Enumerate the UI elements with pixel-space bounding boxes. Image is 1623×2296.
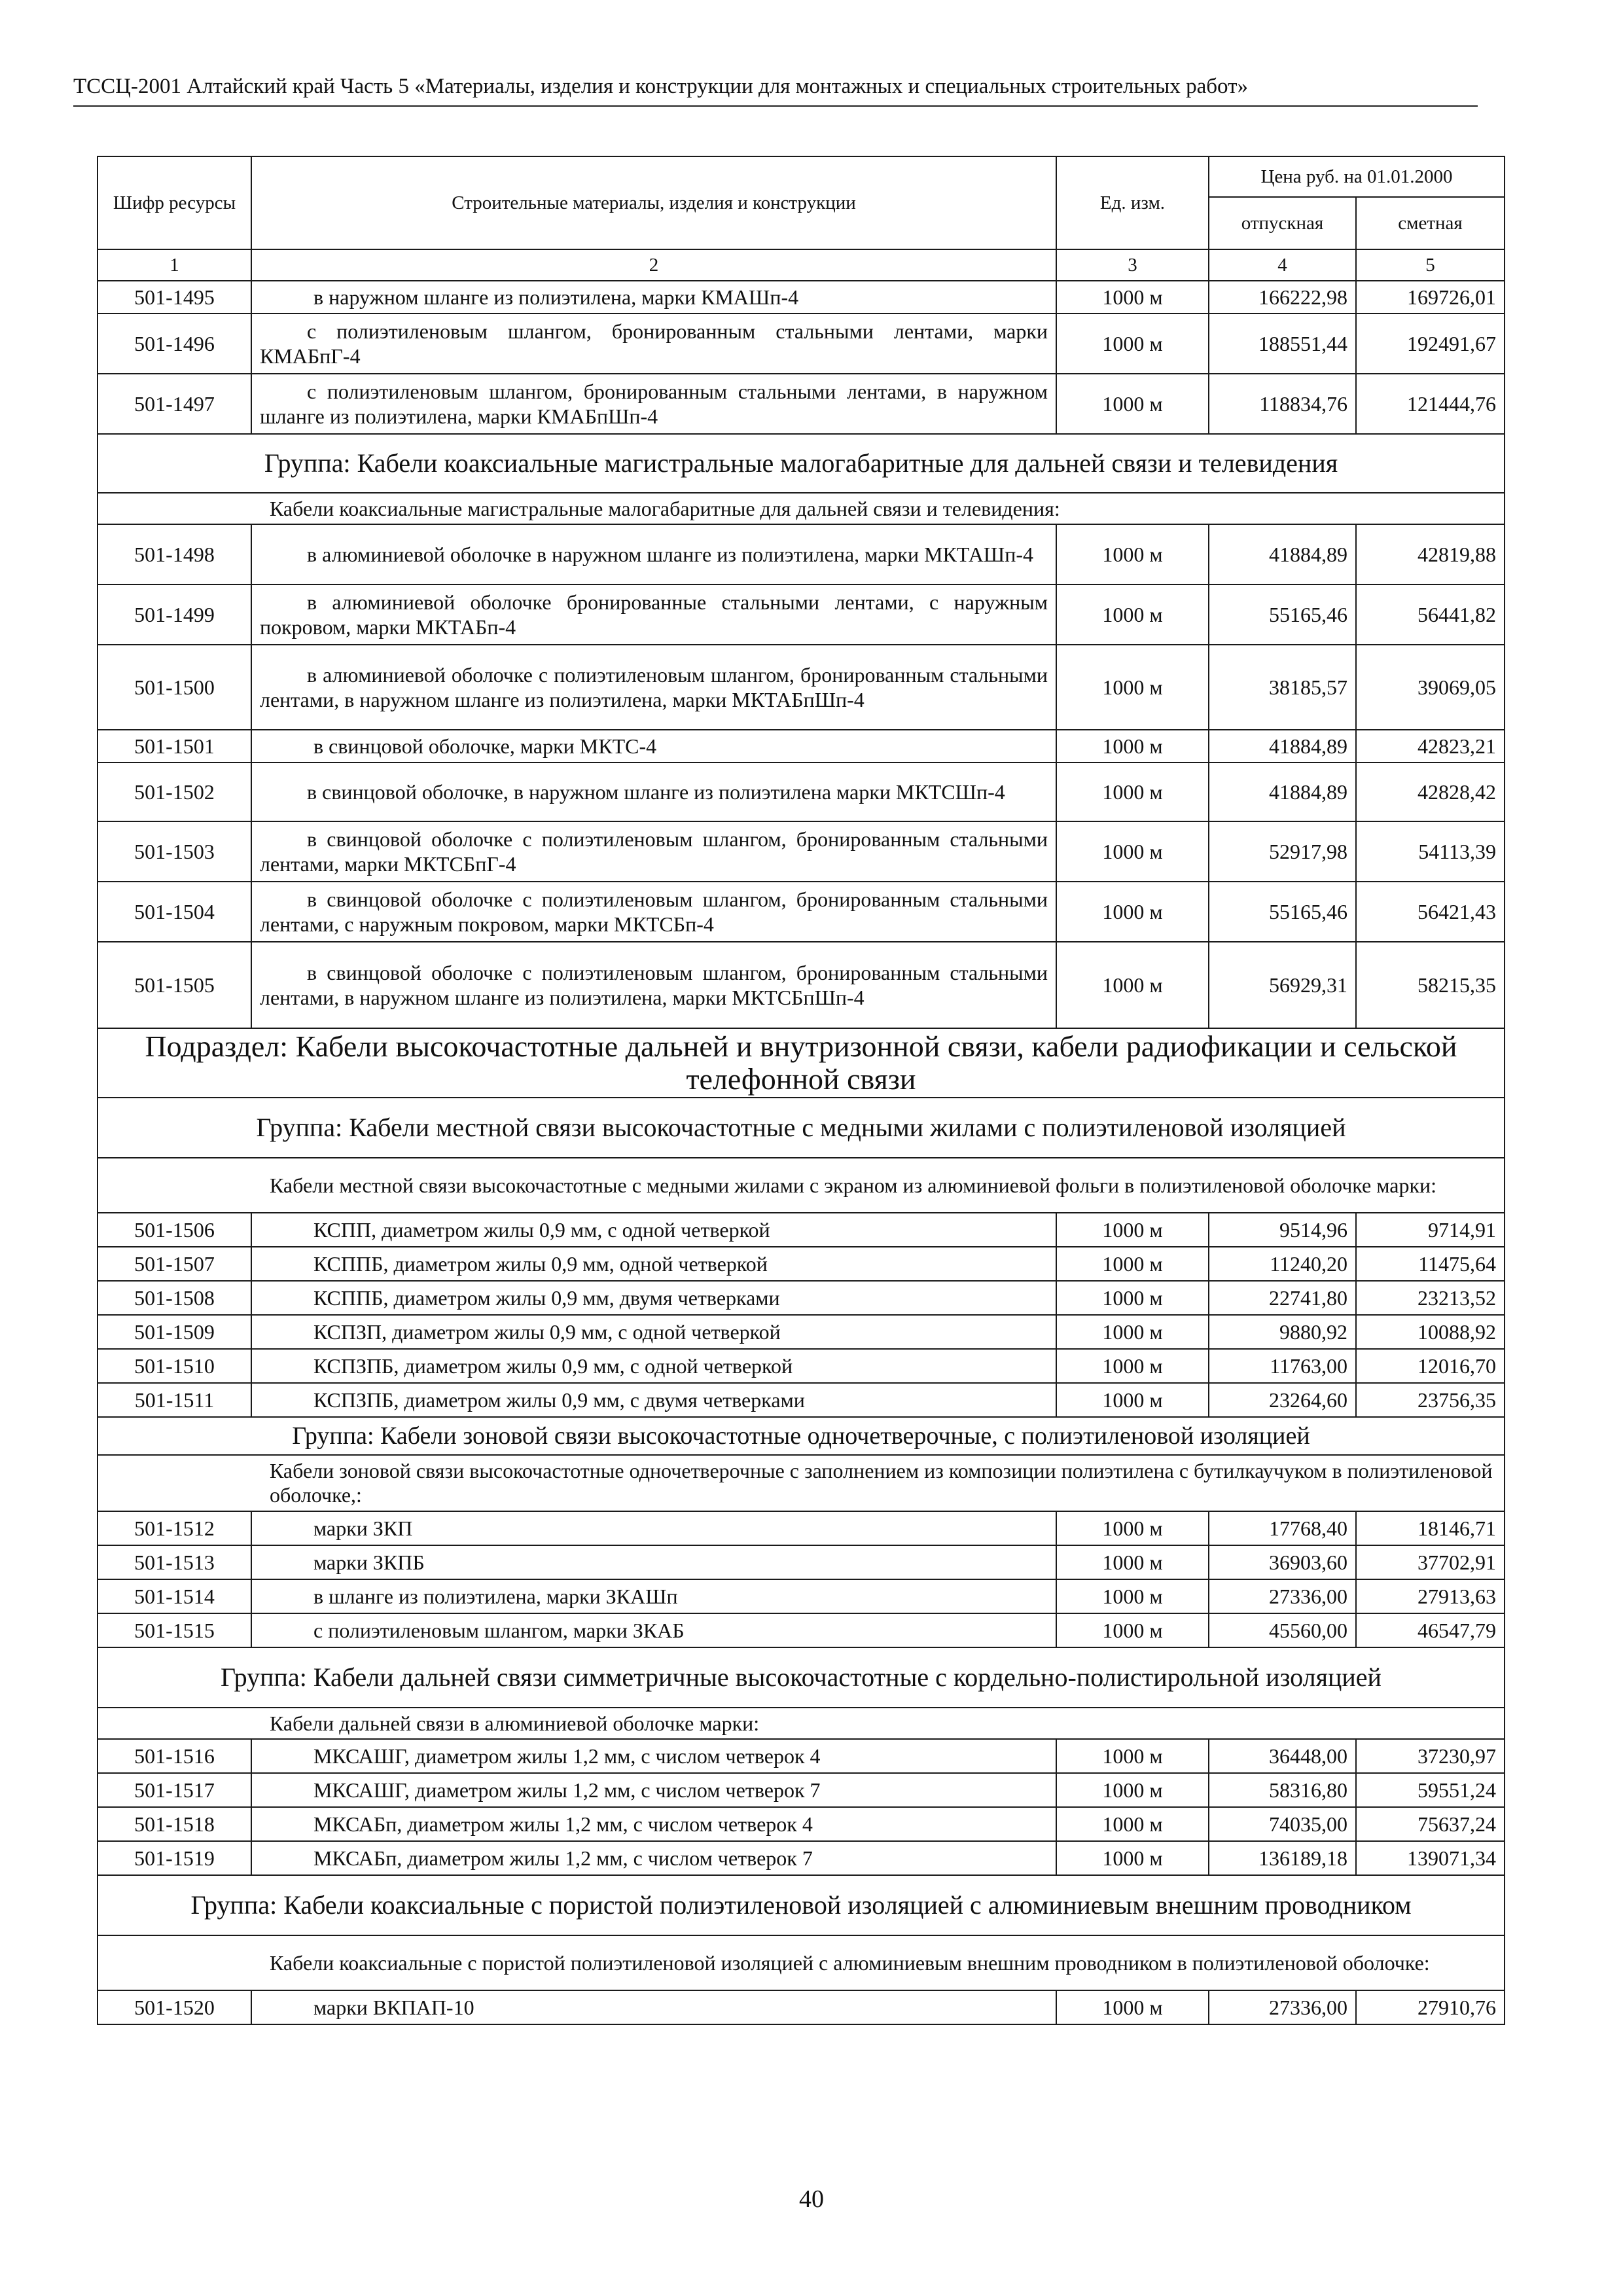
subsection-heading-row — [98, 1028, 1505, 1098]
group-note — [98, 493, 1505, 524]
release-price: 41884,89 — [1209, 730, 1356, 762]
estimate-price: 169726,01 — [1356, 281, 1505, 314]
release-price: 38185,57 — [1209, 645, 1356, 730]
estimate-price: 18146,71 — [1356, 1511, 1505, 1545]
release-price: 55165,46 — [1209, 584, 1356, 645]
release-price: 23264,60 — [1209, 1383, 1356, 1417]
table-row — [98, 1613, 1505, 1647]
group-note — [98, 1708, 1505, 1739]
group-note-row — [98, 1708, 1505, 1739]
group-note — [98, 1158, 1505, 1213]
group-note — [98, 1455, 1505, 1511]
header-rule — [73, 105, 1478, 107]
resource-code: 501-1510 — [98, 1349, 251, 1383]
running-header: ТССЦ-2001 Алтайский край Часть 5 «Материалы, изделия и конструкции для монтажных и специальных строительных работ» — [73, 75, 1249, 98]
table-row — [98, 1739, 1505, 1773]
group-note — [98, 1935, 1505, 1990]
estimate-price: 27913,63 — [1356, 1579, 1505, 1613]
table-row — [98, 730, 1505, 762]
table-row — [98, 1990, 1505, 2024]
resource-code: 501-1509 — [98, 1315, 251, 1349]
unit: 1000 м — [1056, 1511, 1209, 1545]
table-row — [98, 1315, 1505, 1349]
estimate-price: 11475,64 — [1356, 1247, 1505, 1281]
table-row — [98, 1807, 1505, 1841]
unit: 1000 м — [1056, 1990, 1209, 2024]
material-name: в свинцовой оболочке с полиэтиленовым шлангом, бронированным стальными лентами, с наружным покровом, марки МКТСБп-4 — [251, 882, 1056, 942]
group-note-text: Кабели дальней связи в алюминиевой оболочке марки: — [270, 1711, 760, 1735]
group-note-text: Кабели местной связи высокочастотные с медными жилами с экраном из алюминиевой фольги в полиэтиленовой оболочке марки: — [270, 1173, 1437, 1197]
group-heading-row — [98, 1098, 1505, 1158]
material-name: в шланге из полиэтилена, марки ЗКАШп — [251, 1579, 1056, 1613]
unit: 1000 м — [1056, 374, 1209, 434]
unit: 1000 м — [1056, 1807, 1209, 1841]
table-row — [98, 762, 1505, 821]
material-name: в алюминиевой оболочке с полиэтиленовым шлангом, бронированным стальными лентами, в наружном шланге из полиэтилена, марки МКТАБпШп-4 — [251, 645, 1056, 730]
estimate-price: 192491,67 — [1356, 314, 1505, 374]
resource-code: 501-1495 — [98, 281, 251, 314]
material-name: КСПЗП, диаметром жилы 0,9 мм, с одной четверкой — [251, 1315, 1056, 1349]
unit: 1000 м — [1056, 1383, 1209, 1417]
estimate-price: 10088,92 — [1356, 1315, 1505, 1349]
page-number: 40 — [799, 2185, 824, 2213]
estimate-price: 54113,39 — [1356, 821, 1505, 882]
group-heading-row — [98, 434, 1505, 493]
material-name: марки ЗКПБ — [251, 1545, 1056, 1579]
table-row — [98, 882, 1505, 942]
resource-code: 501-1502 — [98, 762, 251, 821]
col-header-price: Цена руб. на 01.01.2000 — [1209, 156, 1505, 197]
col-header-release-price: отпускная — [1209, 197, 1356, 249]
unit: 1000 м — [1056, 1281, 1209, 1315]
subsection-title: Подраздел: Кабели высокочастотные дальней и внутризонной связи, кабели радиофикации и сельской телефонной связи — [98, 1028, 1505, 1098]
unit: 1000 м — [1056, 730, 1209, 762]
unit: 1000 м — [1056, 821, 1209, 882]
group-note-text: Кабели зоновой связи высокочастотные одночетверочные с заполнением из композиции полиэтилена с бутилкаучуком в полиэтиленовой оболочке,: — [270, 1459, 1493, 1507]
resource-code: 501-1511 — [98, 1383, 251, 1417]
table-row — [98, 645, 1505, 730]
estimate-price: 59551,24 — [1356, 1773, 1505, 1807]
material-name: марки ЗКП — [251, 1511, 1056, 1545]
release-price: 41884,89 — [1209, 524, 1356, 584]
release-price: 41884,89 — [1209, 762, 1356, 821]
unit: 1000 м — [1056, 1545, 1209, 1579]
column-number: 4 — [1209, 249, 1356, 281]
unit: 1000 м — [1056, 1349, 1209, 1383]
estimate-price: 37230,97 — [1356, 1739, 1505, 1773]
estimate-price: 39069,05 — [1356, 645, 1505, 730]
table-row — [98, 942, 1505, 1028]
unit: 1000 м — [1056, 1739, 1209, 1773]
col-header-estimate-price: сметная — [1356, 197, 1505, 249]
estimate-price: 42828,42 — [1356, 762, 1505, 821]
resource-code: 501-1519 — [98, 1841, 251, 1875]
resource-code: 501-1513 — [98, 1545, 251, 1579]
resource-code: 501-1500 — [98, 645, 251, 730]
material-name: в свинцовой оболочке с полиэтиленовым шлангом, бронированным стальными лентами, марки МКТСБпГ-4 — [251, 821, 1056, 882]
group-title: Группа: Кабели дальней связи симметричные высокочастотные с кордельно-полистирольной изоляцией — [98, 1647, 1505, 1708]
resource-code: 501-1507 — [98, 1247, 251, 1281]
unit: 1000 м — [1056, 882, 1209, 942]
column-number: 5 — [1356, 249, 1505, 281]
release-price: 17768,40 — [1209, 1511, 1356, 1545]
unit: 1000 м — [1056, 584, 1209, 645]
resource-code: 501-1508 — [98, 1281, 251, 1315]
table-row — [98, 1213, 1505, 1247]
material-name: КСПЗПБ, диаметром жилы 0,9 мм, с двумя четверками — [251, 1383, 1056, 1417]
resource-code: 501-1517 — [98, 1773, 251, 1807]
release-price: 22741,80 — [1209, 1281, 1356, 1315]
estimate-price: 23213,52 — [1356, 1281, 1505, 1315]
unit: 1000 м — [1056, 524, 1209, 584]
material-name: МКСАШГ, диаметром жилы 1,2 мм, с числом четверок 4 — [251, 1739, 1056, 1773]
release-price: 188551,44 — [1209, 314, 1356, 374]
material-name: в алюминиевой оболочке в наружном шланге из полиэтилена, марки МКТАШп-4 — [251, 524, 1056, 584]
col-header-unit: Ед. изм. — [1056, 156, 1209, 249]
resource-code: 501-1514 — [98, 1579, 251, 1613]
unit: 1000 м — [1056, 942, 1209, 1028]
material-name: КСППБ, диаметром жилы 0,9 мм, двумя четверками — [251, 1281, 1056, 1315]
table-row — [98, 1511, 1505, 1545]
unit: 1000 м — [1056, 314, 1209, 374]
material-name: МКСАБп, диаметром жилы 1,2 мм, с числом четверок 7 — [251, 1841, 1056, 1875]
estimate-price: 121444,76 — [1356, 374, 1505, 434]
release-price: 9514,96 — [1209, 1213, 1356, 1247]
group-note-text: Кабели коаксиальные магистральные малогабаритные для дальней связи и телевидения: — [270, 496, 1060, 520]
col-header-code: Шифр ресурсы — [98, 156, 251, 249]
table-row — [98, 584, 1505, 645]
group-title: Группа: Кабели местной связи высокочастотные с медными жилами с полиэтиленовой изоляцией — [98, 1098, 1505, 1158]
release-price: 9880,92 — [1209, 1315, 1356, 1349]
release-price: 58316,80 — [1209, 1773, 1356, 1807]
table-row — [98, 1247, 1505, 1281]
estimate-price: 42823,21 — [1356, 730, 1505, 762]
material-name: КСПП, диаметром жилы 0,9 мм, с одной четверкой — [251, 1213, 1056, 1247]
estimate-price: 139071,34 — [1356, 1841, 1505, 1875]
release-price: 136189,18 — [1209, 1841, 1356, 1875]
resource-code: 501-1516 — [98, 1739, 251, 1773]
column-number: 2 — [251, 249, 1056, 281]
material-name: марки ВКПАП-10 — [251, 1990, 1056, 2024]
group-heading-row — [98, 1417, 1505, 1455]
release-price: 36448,00 — [1209, 1739, 1356, 1773]
column-number: 1 — [98, 249, 251, 281]
resource-code: 501-1505 — [98, 942, 251, 1028]
unit: 1000 м — [1056, 1247, 1209, 1281]
unit: 1000 м — [1056, 762, 1209, 821]
unit: 1000 м — [1056, 281, 1209, 314]
table-row — [98, 1579, 1505, 1613]
material-name: с полиэтиленовым шлангом, марки ЗКАБ — [251, 1613, 1056, 1647]
column-number-row — [98, 249, 1505, 281]
table-row — [98, 1841, 1505, 1875]
estimate-price: 58215,35 — [1356, 942, 1505, 1028]
table-row — [98, 1773, 1505, 1807]
resource-code: 501-1504 — [98, 882, 251, 942]
unit: 1000 м — [1056, 1213, 1209, 1247]
resource-code: 501-1496 — [98, 314, 251, 374]
table-row — [98, 374, 1505, 434]
group-note-text: Кабели коаксиальные с пористой полиэтиленовой изоляцией с алюминиевым внешним проводником в полиэтиленовой оболочке: — [270, 1950, 1430, 1975]
material-name: в наружном шланге из полиэтилена, марки КМАШп-4 — [251, 281, 1056, 314]
material-name: КСПЗПБ, диаметром жилы 0,9 мм, с одной четверкой — [251, 1349, 1056, 1383]
release-price: 56929,31 — [1209, 942, 1356, 1028]
release-price: 27336,00 — [1209, 1579, 1356, 1613]
resource-code: 501-1501 — [98, 730, 251, 762]
estimate-price: 12016,70 — [1356, 1349, 1505, 1383]
release-price: 52917,98 — [1209, 821, 1356, 882]
table-row — [98, 524, 1505, 584]
estimate-price: 27910,76 — [1356, 1990, 1505, 2024]
table-row — [98, 821, 1505, 882]
resource-code: 501-1497 — [98, 374, 251, 434]
release-price: 11240,20 — [1209, 1247, 1356, 1281]
estimate-price: 37702,91 — [1356, 1545, 1505, 1579]
table-row — [98, 1281, 1505, 1315]
release-price: 55165,46 — [1209, 882, 1356, 942]
release-price: 166222,98 — [1209, 281, 1356, 314]
material-name: в свинцовой оболочке, марки МКТС-4 — [251, 730, 1056, 762]
release-price: 36903,60 — [1209, 1545, 1356, 1579]
group-note-row — [98, 1158, 1505, 1213]
resource-code: 501-1506 — [98, 1213, 251, 1247]
group-note-row — [98, 493, 1505, 524]
resource-code: 501-1520 — [98, 1990, 251, 2024]
price-table — [97, 156, 1505, 2025]
release-price: 45560,00 — [1209, 1613, 1356, 1647]
table-row — [98, 281, 1505, 314]
table-row — [98, 314, 1505, 374]
release-price: 27336,00 — [1209, 1990, 1356, 2024]
group-note-row — [98, 1455, 1505, 1511]
unit: 1000 м — [1056, 645, 1209, 730]
estimate-price: 46547,79 — [1356, 1613, 1505, 1647]
resource-code: 501-1498 — [98, 524, 251, 584]
release-price: 118834,76 — [1209, 374, 1356, 434]
material-name: КСППБ, диаметром жилы 0,9 мм, одной четверкой — [251, 1247, 1056, 1281]
resource-code: 501-1518 — [98, 1807, 251, 1841]
resource-code: 501-1503 — [98, 821, 251, 882]
material-name: с полиэтиленовым шлангом, бронированным стальными лентами, марки КМАБпГ-4 — [251, 314, 1056, 374]
material-name: МКСАБп, диаметром жилы 1,2 мм, с числом четверок 4 — [251, 1807, 1056, 1841]
unit: 1000 м — [1056, 1579, 1209, 1613]
unit: 1000 м — [1056, 1315, 1209, 1349]
resource-code: 501-1512 — [98, 1511, 251, 1545]
release-price: 11763,00 — [1209, 1349, 1356, 1383]
table-row — [98, 1545, 1505, 1579]
resource-code: 501-1515 — [98, 1613, 251, 1647]
estimate-price: 42819,88 — [1356, 524, 1505, 584]
unit: 1000 м — [1056, 1613, 1209, 1647]
col-header-name: Строительные материалы, изделия и конструкции — [251, 156, 1056, 249]
group-title: Группа: Кабели зоновой связи высокочастотные одночетверочные, с полиэтиленовой изоляцией — [98, 1417, 1505, 1455]
table-row — [98, 1383, 1505, 1417]
column-number: 3 — [1056, 249, 1209, 281]
material-name: с полиэтиленовым шлангом, бронированным стальными лентами, в наружном шланге из полиэтилена, марки КМАБпШп-4 — [251, 374, 1056, 434]
table-row — [98, 1349, 1505, 1383]
group-heading-row — [98, 1875, 1505, 1935]
estimate-price: 9714,91 — [1356, 1213, 1505, 1247]
estimate-price: 23756,35 — [1356, 1383, 1505, 1417]
material-name: в алюминиевой оболочке бронированные стальными лентами, с наружным покровом, марки МКТАБп-4 — [251, 584, 1056, 645]
material-name: в свинцовой оболочке с полиэтиленовым шлангом, бронированным стальными лентами, в наружном шланге из полиэтилена, марки МКТСБпШп-4 — [251, 942, 1056, 1028]
group-title: Группа: Кабели коаксиальные с пористой полиэтиленовой изоляцией с алюминиевым внешним проводником — [98, 1875, 1505, 1935]
estimate-price: 56421,43 — [1356, 882, 1505, 942]
group-heading-row — [98, 1647, 1505, 1708]
release-price: 74035,00 — [1209, 1807, 1356, 1841]
estimate-price: 56441,82 — [1356, 584, 1505, 645]
unit: 1000 м — [1056, 1841, 1209, 1875]
estimate-price: 75637,24 — [1356, 1807, 1505, 1841]
resource-code: 501-1499 — [98, 584, 251, 645]
material-name: МКСАШГ, диаметром жилы 1,2 мм, с числом четверок 7 — [251, 1773, 1056, 1807]
group-note-row — [98, 1935, 1505, 1990]
material-name: в свинцовой оболочке, в наружном шланге из полиэтилена марки МКТСШп-4 — [251, 762, 1056, 821]
unit: 1000 м — [1056, 1773, 1209, 1807]
group-title: Группа: Кабели коаксиальные магистральные малогабаритные для дальней связи и телевидения — [98, 434, 1505, 493]
